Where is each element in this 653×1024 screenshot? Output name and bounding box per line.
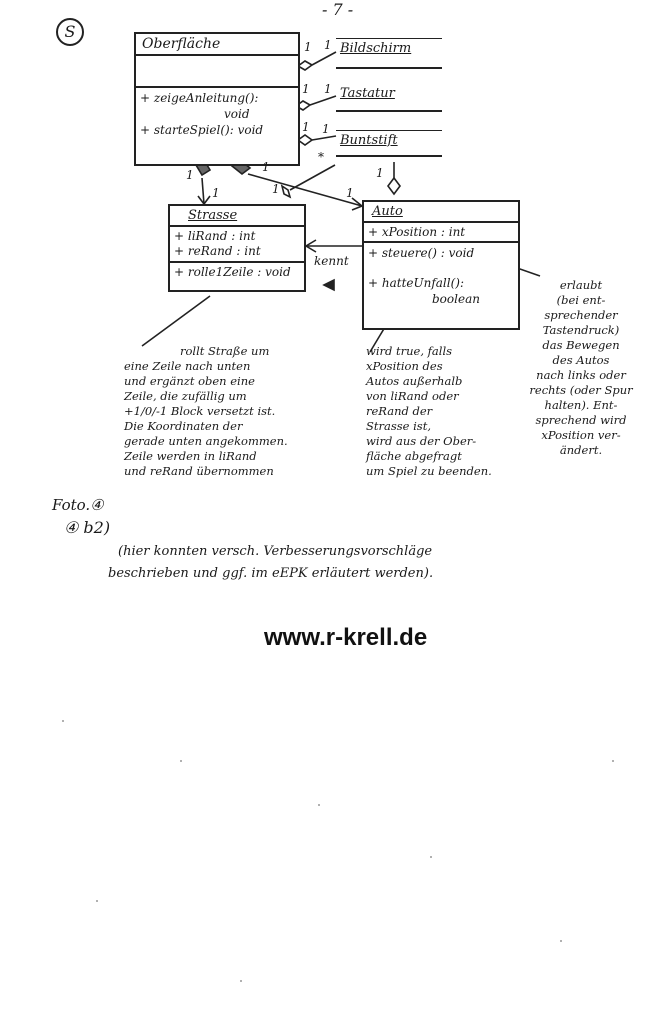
association-kennt: kennt bbox=[314, 254, 349, 268]
attr-x-position: + xPosition : int bbox=[368, 225, 466, 239]
class-oberflaeche bbox=[134, 32, 300, 166]
op-zeige-anleitung-return: void bbox=[224, 107, 250, 121]
note-line: rollt Straße um bbox=[180, 344, 270, 358]
footer-text-line2: beschrieben und ggf. im eEPK erläutert werden). bbox=[108, 566, 434, 581]
note-line: das Bewegen bbox=[542, 338, 620, 352]
note-line: Die Koordinaten der bbox=[124, 419, 243, 433]
foto-label: Foto.④ bbox=[52, 496, 104, 514]
mult-auto-1: 1 bbox=[346, 186, 354, 200]
item-label: ④ b2) bbox=[64, 518, 111, 537]
mult-strasse-buntstift-1: 1 bbox=[272, 182, 280, 196]
op-starte-spiel: + starteSpiel(): void bbox=[140, 123, 264, 137]
attr-li-rand: + liRand : int bbox=[174, 229, 256, 243]
note-line: nach links oder bbox=[536, 368, 626, 382]
note-line: wird true, falls bbox=[366, 344, 453, 358]
footer-text-line1: (hier konnten versch. Verbesserungsvorschläge bbox=[118, 544, 433, 559]
note-line: um Spiel zu beenden. bbox=[366, 464, 492, 478]
note-line: xPosition ver- bbox=[541, 428, 621, 442]
mult-strasse-1: 1 bbox=[186, 168, 194, 182]
note-line: Zeile, die zufällig um bbox=[124, 389, 247, 403]
op-steuere: + steuere() : void bbox=[368, 246, 475, 260]
class-strasse-operations bbox=[170, 261, 304, 281]
op-rolle-zeile: + rolle1Zeile : void bbox=[174, 265, 291, 279]
mult-buntstift-1: 1 bbox=[322, 122, 330, 136]
website-url: www.r-krell.de bbox=[264, 624, 428, 651]
class-tastatur-name: Tastatur bbox=[340, 86, 395, 101]
note-line: reRand der bbox=[366, 404, 433, 418]
class-strasse-attributes bbox=[170, 225, 304, 261]
note-steuere bbox=[516, 278, 646, 458]
note-line: +1/0/-1 Block versetzt ist. bbox=[124, 404, 276, 418]
class-strasse-name: Strasse bbox=[188, 208, 238, 223]
note-line: eine Zeile nach unten bbox=[124, 359, 251, 373]
note-line: Tastendruck) bbox=[542, 323, 620, 337]
note-line: und reRand übernommen bbox=[124, 464, 274, 478]
attr-re-rand: + reRand : int bbox=[174, 244, 261, 258]
note-line: gerade unten angekommen. bbox=[124, 434, 288, 448]
mult-oberflaeche-bildschirm-1: 1 bbox=[304, 40, 312, 54]
note-line: fläche abgefragt bbox=[366, 449, 462, 463]
class-oberflaeche-operations bbox=[136, 86, 298, 140]
mult-tastatur-1: 1 bbox=[324, 82, 332, 96]
class-tastatur bbox=[336, 84, 442, 112]
mult-oberflaeche-tastatur-1: 1 bbox=[302, 82, 310, 96]
class-auto-name: Auto bbox=[372, 204, 403, 219]
class-buntstift bbox=[336, 130, 442, 157]
mult-bildschirm-1: 1 bbox=[324, 38, 332, 52]
note-line: Zeile werden in liRand bbox=[124, 449, 257, 463]
note-strasse bbox=[124, 344, 324, 479]
op-hatte-unfall: + hatteUnfall(): bbox=[368, 276, 465, 290]
mult-buntstift-star: * bbox=[318, 150, 324, 164]
class-oberflaeche-attributes bbox=[136, 54, 298, 86]
note-line: (bei ent- bbox=[556, 293, 606, 307]
page-number: - 7 - bbox=[322, 0, 354, 19]
mult-oberflaeche-auto-1: 1 bbox=[262, 160, 270, 174]
note-line: ändert. bbox=[559, 443, 603, 457]
note-line: und ergänzt oben eine bbox=[124, 374, 255, 388]
mult-oberflaeche-strasse-1: 1 bbox=[212, 186, 220, 200]
note-line: Strasse ist, bbox=[366, 419, 431, 433]
class-oberflaeche-name: Oberfläche bbox=[142, 36, 221, 52]
class-auto bbox=[362, 200, 520, 330]
class-auto-attributes bbox=[364, 221, 518, 241]
mult-oberflaeche-buntstift-1: 1 bbox=[302, 120, 310, 134]
note-line: rechts (oder Spur bbox=[529, 383, 633, 397]
note-line: sprechender bbox=[544, 308, 618, 322]
note-auto bbox=[366, 344, 524, 479]
mult-auto-buntstift-1: 1 bbox=[376, 166, 384, 180]
class-buntstift-name: Buntstift bbox=[340, 133, 398, 148]
section-marker-label: S bbox=[64, 22, 76, 41]
class-strasse bbox=[168, 204, 306, 292]
class-bildschirm-name: Bildschirm bbox=[340, 41, 412, 56]
note-line: des Autos bbox=[552, 353, 610, 367]
note-line: xPosition des bbox=[366, 359, 443, 373]
note-line: Autos außerhalb bbox=[366, 374, 463, 388]
op-hatte-unfall-return: boolean bbox=[432, 292, 480, 306]
class-auto-operations bbox=[364, 241, 518, 309]
note-line: von liRand oder bbox=[366, 389, 459, 403]
note-line: halten). Ent- bbox=[544, 398, 618, 412]
note-line: erlaubt bbox=[559, 278, 603, 292]
op-zeige-anleitung: + zeigeAnleitung(): bbox=[140, 91, 259, 105]
class-bildschirm bbox=[336, 38, 442, 69]
note-line: sprechend wird bbox=[535, 413, 627, 427]
note-line: wird aus der Ober- bbox=[366, 434, 477, 448]
